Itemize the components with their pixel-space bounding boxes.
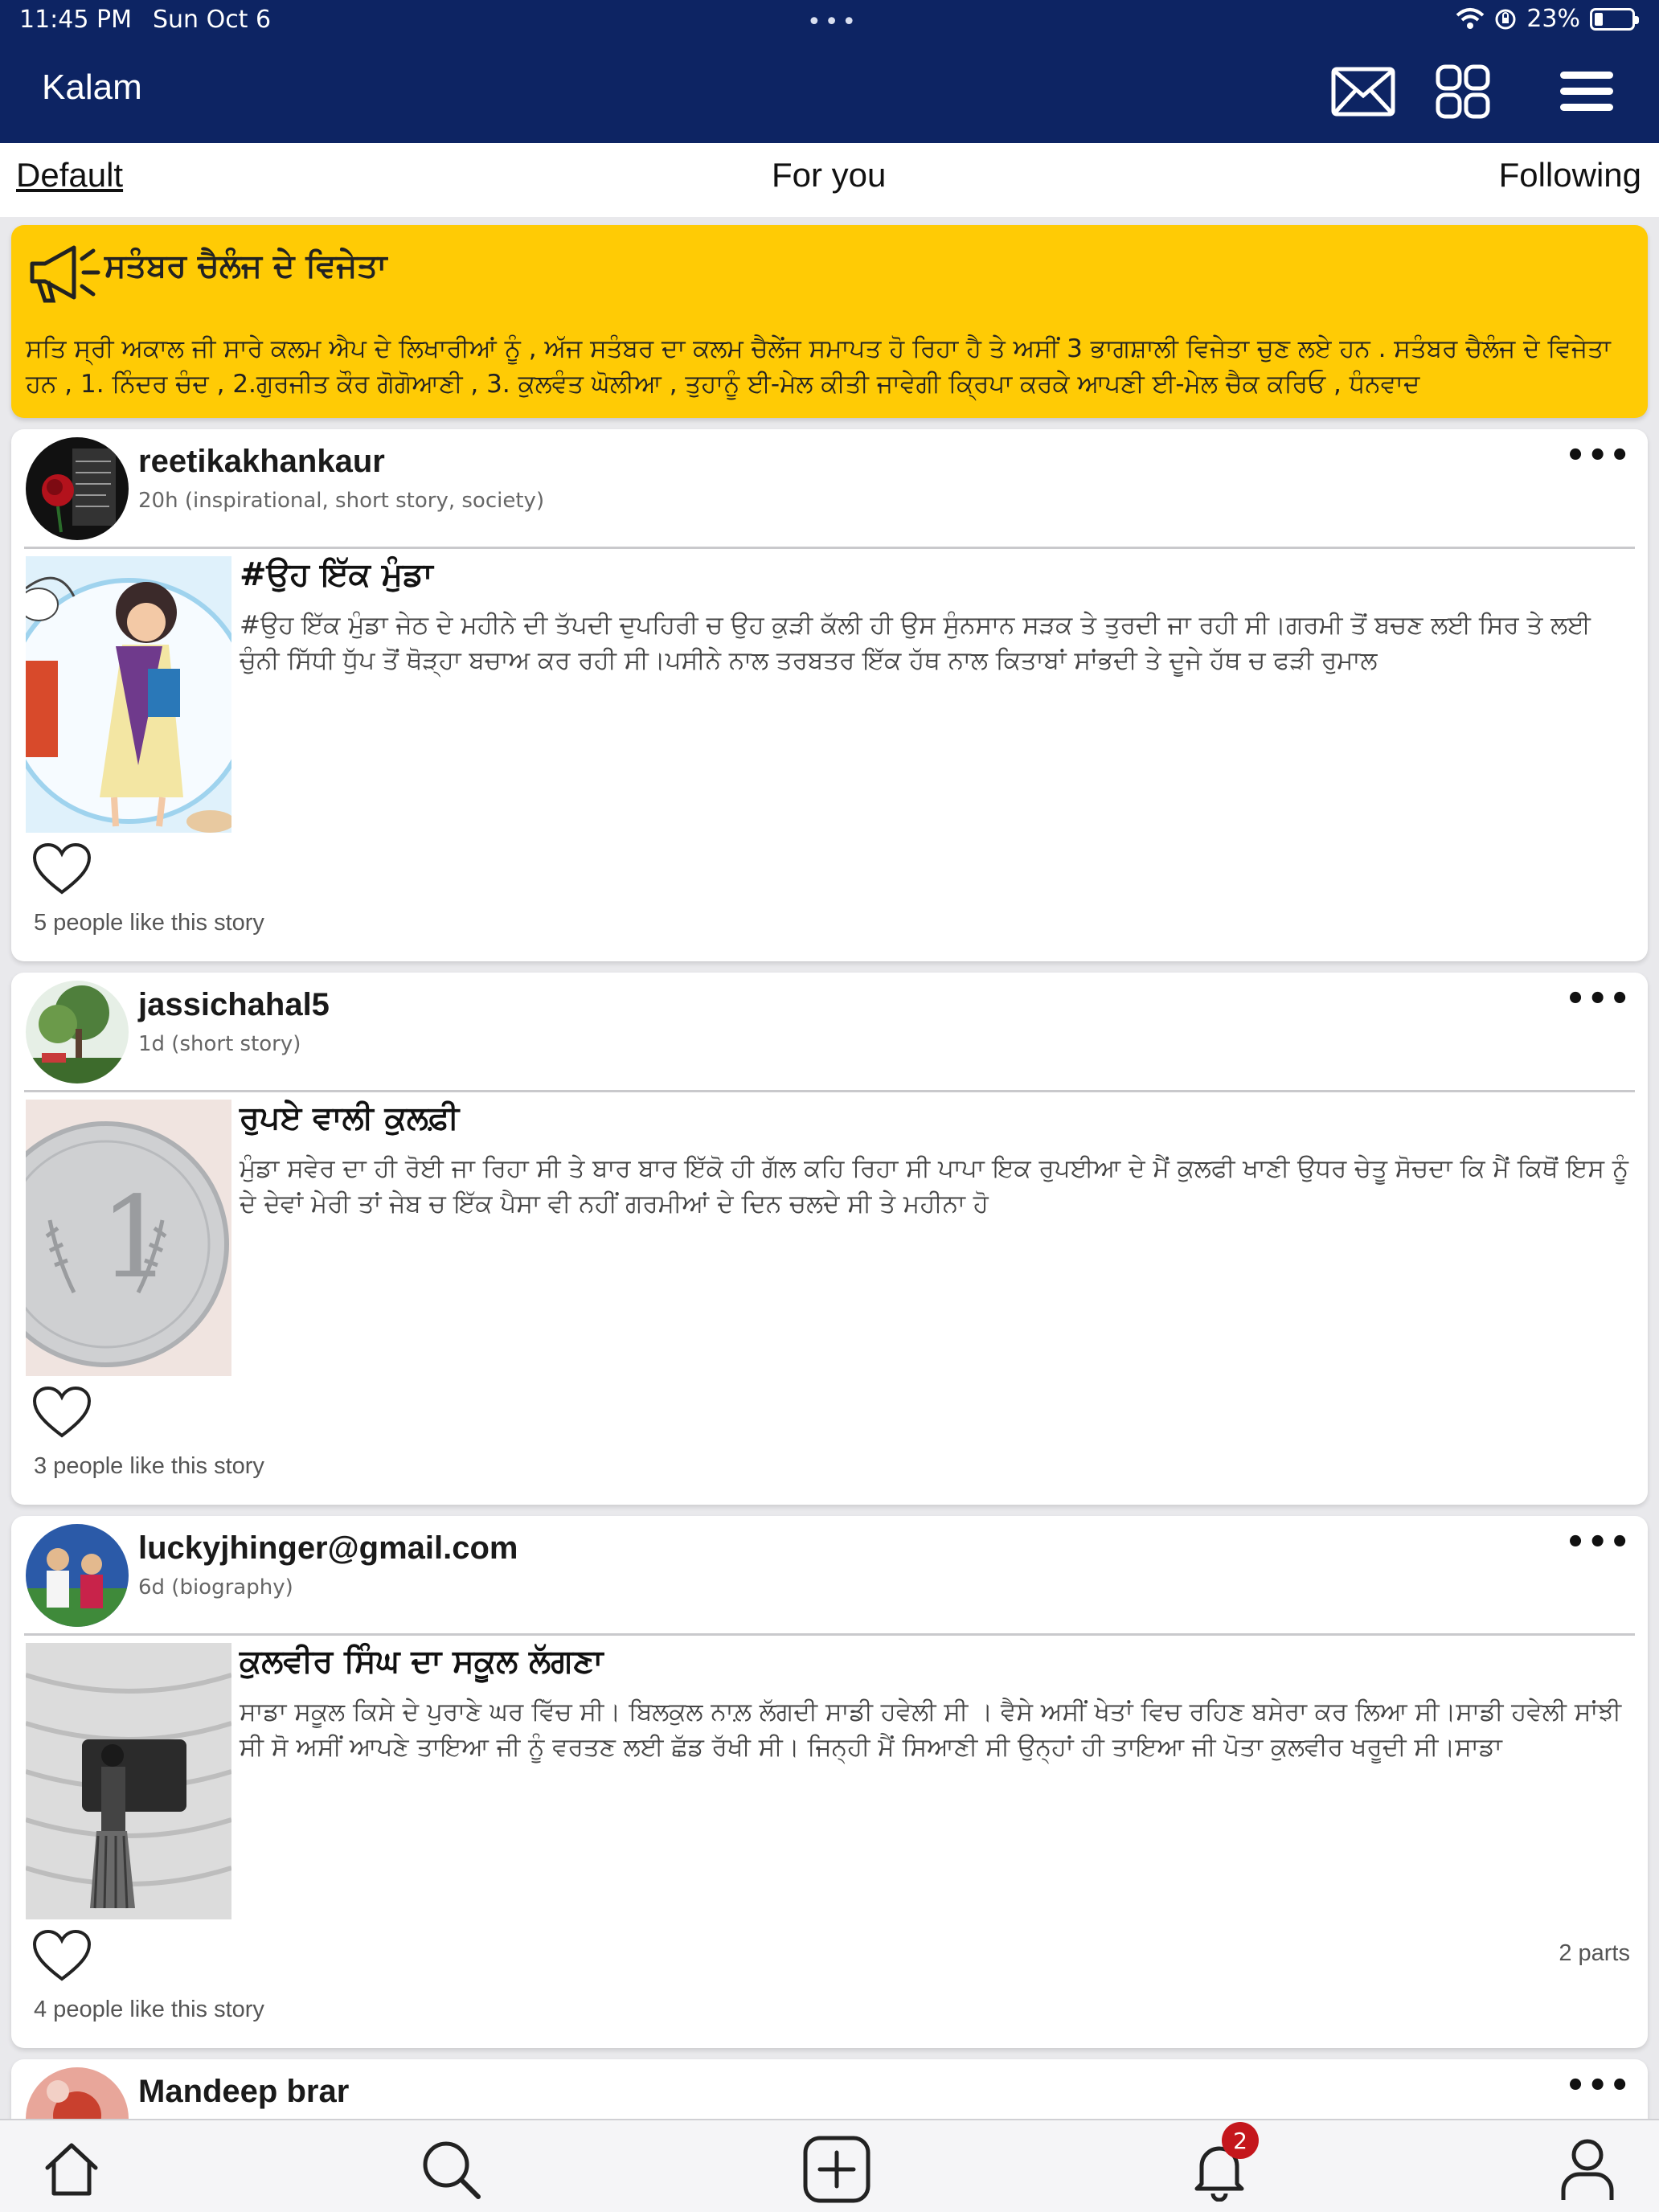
post-username[interactable]: luckyjhinger@gmail.com [138,1530,518,1566]
story-title[interactable]: #ਉਹ ਇੱਕ ਮੁੰਡਾ [240,556,433,593]
avatar[interactable] [26,1524,129,1627]
parts-count: 2 parts [1559,1940,1630,1966]
story-card[interactable] [11,1516,1648,2048]
status-date: Sun Oct 6 [152,5,272,34]
home-button[interactable] [35,2133,108,2206]
avatar[interactable] [26,437,129,540]
mail-icon [1331,67,1395,117]
story-excerpt: #ਉਹ ਇੱਕ ਮੁੰਡਾ ਜੇਠ ਦੇ ਮਹੀਨੇ ਦੀ ਤੱਪਦੀ ਦੁਪਹਿਰੀ ਚ ਉਹ ਕੁੜੀ ਕੱਲੀ ਹੀ ਉਸ ਸੁੰਨਸਾਨ ਸੜਕ ਤੇ ਤੁਰਦੀ ਜਾ ਰਹੀ ਸੀ।ਗਰਮੀ ਤੋਂ ਬਚਣ ਲਈ ਸਿਰ ਤੇ ਲਈ ਚੁੰਨੀ ਸਿੱਧੀ ਧੁੱਪ ਤੋਂ ਥੋੜ੍ਹਾ ਬਚਾਅ ਕਰ ਰਹੀ ਸੀ।ਪਸੀਨੇ ਨਾਲ ਤਰਬਤਰ ਇੱਕ ਹੱਥ ਨਾਲ ਕਿਤਾਬਾਂ ਸਾਂਭਦੀ ਤੇ ਦੂਜੇ ਹੱਥ ਚ ਫੜੀ ਰੁਮਾਲ [240,611,1591,675]
search-button[interactable] [415,2133,487,2206]
story-title[interactable]: ਰੁਪਏ ਵਾਲੀ ਕੁਲਫ਼ੀ [240,1100,460,1137]
profile-icon [1559,2137,1616,2202]
tab-default[interactable]: Default [16,156,124,194]
notification-badge: 2 [1222,2122,1259,2159]
like-heart-icon[interactable] [32,842,92,895]
story-excerpt: ਮੁੰਡਾ ਸਵੇਰ ਦਾ ਹੀ ਰੋਈ ਜਾ ਰਿਹਾ ਸੀ ਤੇ ਬਾਰ ਬਾਰ ਇੱਕੋ ਹੀ ਗੱਲ ਕਹਿ ਰਿਹਾ ਸੀ ਪਾਪਾ ਇਕ ਰੁਪਈਆ ਦੇ ਮੈਂ ਕੁਲਫੀ ਖਾਣੀ ਉਧਰ ਚੇਤੂ ਸੋਚਦਾ ਕਿ ਮੈਂ ਕਿਥੋਂ ਇਸ ਨੂੰ ਦੇ ਦੇਵਾਂ ਮੇਰੀ ਤਾਂ ਜੇਬ ਚ ਇੱਕ ਪੈਸਾ ਵੀ ਨਹੀਂ ਗਰਮੀਆਂ ਦੇ ਦਿਨ ਚਲਦੇ ਸੀ ਤੇ ਮਹੀਨਾ ਹੋ [240,1154,1628,1219]
like-heart-icon[interactable] [32,1929,92,1982]
grid-button[interactable] [1431,61,1495,122]
battery-percent: 23% [1526,5,1580,33]
story-card[interactable] [11,973,1648,1505]
banner-title: ਸਤੰਬਰ ਚੈਲੰਜ ਦੇ ਵਿਜੇਤਾ [104,248,387,285]
post-meta: 6d (biography) [138,1575,293,1600]
story-thumbnail[interactable] [26,556,231,833]
divider [24,1633,1635,1636]
menu-icon [1560,70,1613,113]
svg-text:1: 1 [100,1173,172,1304]
more-options-icon[interactable]: ••• [1565,1524,1632,1561]
like-count: 3 people like this story [34,1453,264,1479]
like-heart-icon[interactable] [32,1386,92,1439]
story-thumbnail[interactable] [26,1100,231,1376]
app-title: Kalam [42,68,142,107]
orientation-lock-icon [1494,8,1517,31]
post-meta: 1d (short story) [138,1032,301,1056]
post-username[interactable]: Mandeep brar [138,2074,350,2109]
more-options-icon[interactable]: ••• [1565,2067,1632,2104]
home-icon [43,2140,100,2198]
bottom-tab-bar [0,2119,1659,2212]
add-story-button[interactable] [801,2133,873,2206]
tab-following[interactable]: Following [1498,156,1641,194]
story-excerpt: ਸਾਡਾ ਸਕੂਲ ਕਿਸੇ ਦੇ ਪੁਰਾਣੇ ਘਰ ਵਿੱਚ ਸੀ। ਬਿਲਕੁਲ ਨਾਲ਼ ਲੱਗਦੀ ਸਾਡੀ ਹਵੇਲੀ ਸੀ । ਵੈਸੇ ਅਸੀਂ ਖੇਤਾਂ ਵਿਚ ਰਹਿਣ ਬਸੇਰਾ ਕਰ ਲਿਆ ਸੀ।ਸਾਡੀ ਹਵੇਲੀ ਸਾਂਝੀ ਸੀ ਸੋ ਅਸੀਂ ਆਪਣੇ ਤਾਇਆ ਜੀ ਨੂੰ ਵਰਤਣ ਲਈ ਛੱਡ ਰੱਖੀ ਸੀ। ਜਿਨ੍ਹੀ ਮੈਂ ਸਿਆਣੀ ਸੀ ਉਨ੍ਹਾਂ ਹੀ ਤਾਇਆ ਜੀ ਪੋਤਾ ਕੁਲਵੀਰ ਖਰੂਦੀ ਸੀ।ਸਾਡਾ [240,1698,1622,1762]
like-count: 5 people like this story [34,910,264,936]
add-icon [802,2135,871,2204]
more-options-icon[interactable]: ••• [1565,437,1632,474]
menu-button[interactable] [1555,61,1619,122]
divider [24,1090,1635,1092]
grid-icon [1436,64,1490,119]
multitask-dots-icon[interactable]: ••• [807,8,860,36]
banner-text: ਸਤਿ ਸ੍ਰੀ ਅਕਾਲ ਜੀ ਸਾਰੇ ਕਲਮ ਐਪ ਦੇ ਲਿਖਾਰੀਆਂ ਨੂੰ , ਅੱਜ ਸਤੰਬਰ ਦਾ ਕਲਮ ਚੈਲੇਂਜ ਸਮਾਪਤ ਹੋ ਰਿਹਾ ਹੈ ਤੇ ਅਸੀਂ 3 ਭਾਗਸ਼ਾਲੀ ਵਿਜੇਤਾ ਚੁਣ ਲਏ ਹਨ . ਸਤੰਬਰ ਚੈਲੰਜ ਦੇ ਵਿਜੇਤਾ ਹਨ , 1. ਨਿੰਦਰ ਚੰਦ , 2.ਗੁਰਜੀਤ ਕੌਰ ਗੋਗੋਆਣੀ , 3. ਕੁਲਵੰਤ ਘੋਲੀਆ , ਤੁਹਾਨੂੰ ਈ-ਮੇਲ ਕੀਤੀ ਜਾਵੇਗੀ ਕ੍ਰਿਪਾ ਕਰਕੇ ਆਪਣੀ ਈ-ਮੇਲ ਚੈਕ ਕਰਿਓ , ਧੰਨਵਾਦ [26,334,1611,399]
mail-button[interactable] [1331,61,1395,122]
status-time: 11:45 PM [19,5,132,34]
divider [24,547,1635,549]
post-meta: 20h (inspirational, short story, society) [138,489,545,513]
tab-for-you[interactable]: For you [772,156,887,194]
megaphone-icon [27,241,104,305]
like-count: 4 people like this story [34,1997,264,2022]
story-card[interactable] [11,429,1648,961]
notifications-button[interactable] [1183,2127,1256,2206]
status-bar [0,0,1659,39]
search-icon [419,2137,483,2202]
post-username[interactable]: jassichahal5 [138,987,330,1022]
app-header [0,39,1659,143]
wifi-icon [1456,7,1485,31]
battery-icon [1590,8,1635,31]
avatar[interactable] [26,981,129,1083]
profile-button[interactable] [1551,2133,1624,2206]
post-username[interactable]: reetikakhankaur [138,444,385,479]
announcement-banner[interactable] [11,225,1648,418]
story-title[interactable]: ਕੁਲਵੀਰ ਸਿੰਘ ਦਾ ਸਕੂਲ ਲੱਗਣਾ [240,1643,604,1680]
feed-tabs [0,143,1659,217]
story-thumbnail[interactable] [26,1643,231,1919]
more-options-icon[interactable]: ••• [1565,981,1632,1018]
